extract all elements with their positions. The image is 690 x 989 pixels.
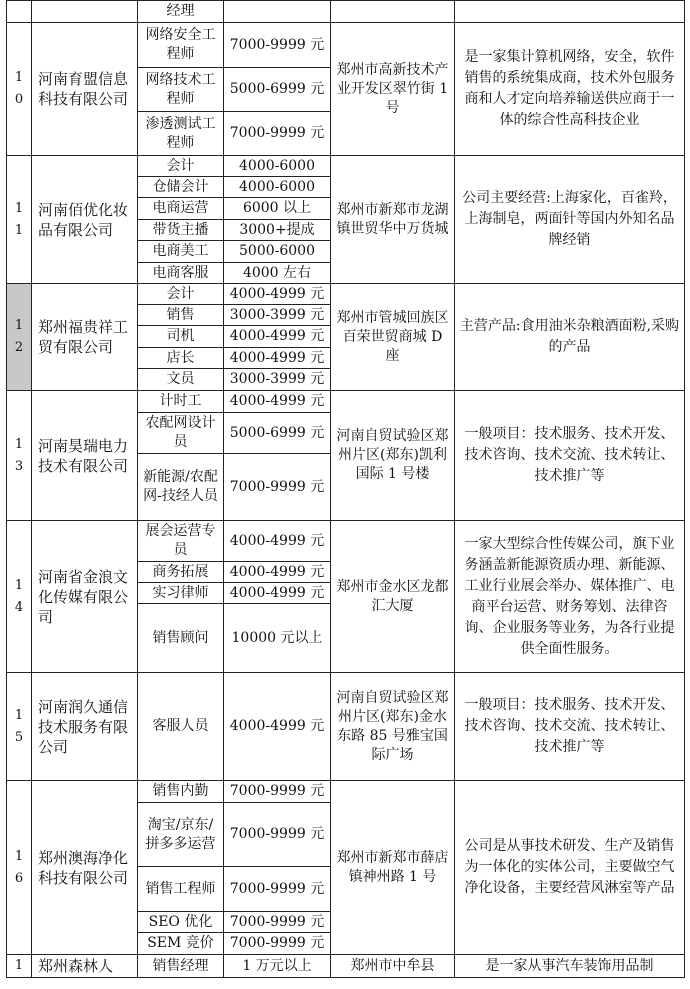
address-cell: 河南自贸试验区郑州片区(郑东)凯利国际 1 号楼	[331, 391, 455, 521]
address-cell: 郑州市管城回族区百荣世贸商城 D 座	[331, 284, 455, 391]
salary-cell: 5000-6999 元	[224, 413, 331, 454]
address-cell: 郑州市新郑市龙湖镇世贸华中万货城	[331, 156, 455, 284]
company-name: 河南昊瑞电力技术有限公司	[32, 391, 138, 521]
position-cell: 经理	[138, 1, 224, 23]
position-cell: 店长	[138, 348, 224, 369]
description-cell: 公司主要经营:上海家化，百雀羚，上海制皂，两面针等国内外知名品牌经销	[455, 156, 685, 284]
salary-cell: 7000-9999 元	[224, 933, 331, 955]
position-cell: 农配网设计员	[138, 413, 224, 454]
description-cell: 是一家集计算机网络，安全，软件销售的系统集成商，技术外包服务商和人才定向培养输送供应商于一体的综合性高科技企业	[455, 23, 685, 156]
description-cell: 一家大型综合性传媒公司，旗下业务涵盖新能源资质办理、新能源、工业行业展会举办、媒体推广、电商平台运营、财务筹划、法律咨询、企业服务等业务，为各行业提供全面性服务。	[455, 521, 685, 673]
description-cell: 公司是从事技术研发、生产及销售为一体化的实体公司，主要做空气净化设备，主要经营风淋室等产品	[455, 781, 685, 955]
position-cell: 淘宝/京东/拼多多运营	[138, 803, 224, 867]
position-cell: 销售经理	[138, 955, 224, 978]
position-cell: 客服人员	[138, 673, 224, 781]
salary-cell: 5000-6999 元	[224, 68, 331, 112]
position-cell: 电商运营	[138, 198, 224, 220]
position-cell: 计时工	[138, 391, 224, 413]
salary-cell: 7000-9999 元	[224, 867, 331, 912]
salary-cell: 6000 以上	[224, 198, 331, 220]
company-name: 郑州福贵祥工贸有限公司	[32, 284, 138, 391]
salary-cell: 7000-9999 元	[224, 454, 331, 521]
description-cell	[455, 1, 685, 23]
salary-cell	[224, 1, 331, 23]
description-cell: 是一家从事汽车装饰用品制	[455, 955, 685, 978]
position-cell: SEO 优化	[138, 912, 224, 933]
table-row	[7, 781, 685, 803]
position-cell: 仓储会计	[138, 177, 224, 198]
table-row	[7, 1, 685, 23]
position-cell: 司机	[138, 326, 224, 348]
index-cell: 1 5	[7, 673, 32, 781]
table-row	[7, 156, 685, 177]
salary-cell: 7000-9999 元	[224, 23, 331, 68]
position-cell: 展会运营专员	[138, 521, 224, 562]
company-name: 河南育盟信息科技有限公司	[32, 23, 138, 156]
salary-cell: 1 万元以上	[224, 955, 331, 978]
table-row	[7, 284, 685, 305]
position-cell: 新能源/农配网-技经人员	[138, 454, 224, 521]
index-cell	[7, 1, 32, 23]
position-cell: 渗透测试工程师	[138, 112, 224, 156]
position-cell: 实习律师	[138, 583, 224, 604]
salary-cell: 3000-3999 元	[224, 369, 331, 391]
address-cell	[331, 1, 455, 23]
address-cell: 河南自贸试验区郑州片区(郑东)金水东路 85 号雅宝国际广场	[331, 673, 455, 781]
address-cell: 郑州市新郑市薛店镇神州路 1 号	[331, 781, 455, 955]
position-cell: 会计	[138, 284, 224, 305]
description-cell: 一般项目：技术服务、技术开发、技术咨询、技术交流、技术转让、技术推广等	[455, 391, 685, 521]
address-cell: 郑州市金水区龙都汇大厦	[331, 521, 455, 673]
company-name: 郑州森林人	[32, 955, 138, 978]
company-name: 河南佰优化妆品有限公司	[32, 156, 138, 284]
salary-cell: 3000-3999 元	[224, 305, 331, 326]
position-cell: SEM 竞价	[138, 933, 224, 955]
salary-cell: 4000-4999 元	[224, 583, 331, 604]
table-row	[7, 521, 685, 562]
position-cell: 销售	[138, 305, 224, 326]
company-name: 河南润久通信技术服务有限公司	[32, 673, 138, 781]
salary-cell: 4000 左右	[224, 263, 331, 284]
table-row	[7, 391, 685, 413]
table-row	[7, 955, 685, 978]
salary-cell: 7000-9999 元	[224, 781, 331, 803]
company-name: 河南省金浪文化传媒有限公司	[32, 521, 138, 673]
position-cell: 网络技术工程师	[138, 68, 224, 112]
position-cell: 商务拓展	[138, 562, 224, 583]
description-cell: 一般项目：技术服务、技术开发、技术咨询、技术交流、技术转让、技术推广等	[455, 673, 685, 781]
salary-cell: 4000-4999 元	[224, 521, 331, 562]
position-cell: 销售工程师	[138, 867, 224, 912]
salary-cell: 5000-6000	[224, 241, 331, 263]
table-row	[7, 23, 685, 68]
position-cell: 网络安全工程师	[138, 23, 224, 68]
company-name: 郑州澳海净化科技有限公司	[32, 781, 138, 955]
table-row	[7, 673, 685, 781]
index-cell: 1	[7, 955, 32, 978]
salary-cell: 4000-4999 元	[224, 326, 331, 348]
position-cell: 销售内勤	[138, 781, 224, 803]
salary-cell: 4000-4999 元	[224, 562, 331, 583]
position-cell: 带货主播	[138, 220, 224, 241]
index-cell: 1 0	[7, 23, 32, 156]
index-cell: 1 3	[7, 391, 32, 521]
index-cell: 1 4	[7, 521, 32, 673]
salary-cell: 4000-4999 元	[224, 673, 331, 781]
address-cell: 郑州市高新技术产业开发区翠竹街 1 号	[331, 23, 455, 156]
salary-cell: 7000-9999 元	[224, 112, 331, 156]
salary-cell: 4000-6000	[224, 177, 331, 198]
position-cell: 电商客服	[138, 263, 224, 284]
salary-cell: 3000+提成	[224, 220, 331, 241]
job-listing-table	[6, 0, 685, 978]
salary-cell: 7000-9999 元	[224, 912, 331, 933]
salary-cell: 4000-4999 元	[224, 391, 331, 413]
position-cell: 文员	[138, 369, 224, 391]
description-cell: 主营产品:食用油米杂粮酒面粉,采购的产品	[455, 284, 685, 391]
address-cell: 郑州市中牟县	[331, 955, 455, 978]
position-cell: 会计	[138, 156, 224, 177]
salary-cell: 4000-4999 元	[224, 284, 331, 305]
index-cell: 1 1	[7, 156, 32, 284]
salary-cell: 4000-4999 元	[224, 348, 331, 369]
position-cell: 电商美工	[138, 241, 224, 263]
index-cell: 1 6	[7, 781, 32, 955]
salary-cell: 10000 元以上	[224, 604, 331, 673]
company-cell	[32, 1, 138, 23]
position-cell: 销售顾问	[138, 604, 224, 673]
index-cell-highlighted: 1 2	[7, 284, 32, 391]
salary-cell: 7000-9999 元	[224, 803, 331, 867]
salary-cell: 4000-6000	[224, 156, 331, 177]
